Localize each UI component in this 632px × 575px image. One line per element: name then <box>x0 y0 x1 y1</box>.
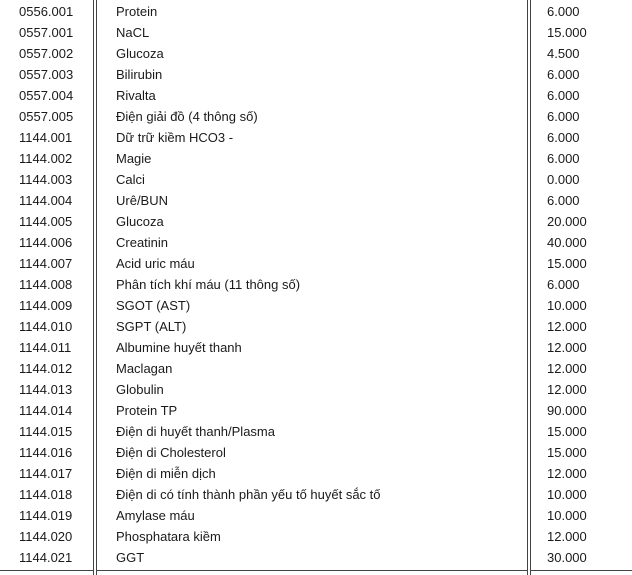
service-price: 6.000 <box>547 109 580 124</box>
table-row <box>0 211 632 232</box>
service-name: Globulin <box>116 382 164 397</box>
table-row <box>0 295 632 316</box>
service-name: Urê/BUN <box>116 193 169 208</box>
service-name: Amylase máu <box>116 508 195 523</box>
service-code: 1144.010 <box>19 319 73 334</box>
service-price: 30.000 <box>547 550 587 565</box>
table-row <box>0 442 632 463</box>
service-name: Acid uric máu <box>116 256 195 271</box>
service-code: 1144.009 <box>19 298 73 313</box>
service-name: NaCL <box>116 25 150 40</box>
table-row <box>0 463 632 484</box>
service-name: Điện di huyết thanh/Plasma <box>116 424 275 439</box>
service-price: 0.000 <box>547 172 580 187</box>
table-row <box>0 22 632 43</box>
table-row <box>0 1 632 22</box>
service-name: Creatinin <box>116 235 169 250</box>
service-price: 6.000 <box>547 193 580 208</box>
service-price: 10.000 <box>547 508 587 523</box>
service-price: 4.500 <box>547 46 580 61</box>
service-code: 1144.012 <box>19 361 73 376</box>
service-code: 1144.014 <box>19 403 73 418</box>
service-code: 1144.004 <box>19 193 73 208</box>
table-row <box>0 421 632 442</box>
service-name: SGPT (ALT) <box>116 319 187 334</box>
table-row <box>0 190 632 211</box>
service-price: 6.000 <box>547 151 580 166</box>
service-price: 6.000 <box>547 67 580 82</box>
table-row <box>0 379 632 400</box>
service-code: 1144.016 <box>19 445 73 460</box>
service-code: 0557.005 <box>19 109 74 124</box>
bottom-border <box>96 570 528 571</box>
service-price: 12.000 <box>547 361 587 376</box>
service-code: 1144.015 <box>19 424 73 439</box>
service-name: Phân tích khí máu (11 thông số) <box>116 277 301 292</box>
service-name: Điện di Cholesterol <box>116 445 226 460</box>
service-name: Albumine huyết thanh <box>116 340 242 355</box>
table-row <box>0 547 632 568</box>
table-row <box>0 316 632 337</box>
table-row <box>0 169 632 190</box>
table-row <box>0 43 632 64</box>
service-name: Calci <box>116 172 145 187</box>
service-code: 1144.019 <box>19 508 73 523</box>
service-code: 1144.006 <box>19 235 73 250</box>
table-row <box>0 106 632 127</box>
service-code: 0557.002 <box>19 46 74 61</box>
table-row <box>0 526 632 547</box>
service-code: 1144.018 <box>19 487 73 502</box>
service-code: 1144.008 <box>19 277 73 292</box>
service-code: 1144.011 <box>19 340 72 355</box>
service-name: SGOT (AST) <box>116 298 191 313</box>
service-code: 1144.021 <box>19 550 73 565</box>
service-code: 1144.003 <box>19 172 73 187</box>
table-row <box>0 505 632 526</box>
service-price: 20.000 <box>547 214 587 229</box>
service-code: 1144.013 <box>19 382 73 397</box>
service-name: Rivalta <box>116 88 156 103</box>
service-price: 6.000 <box>547 277 580 292</box>
service-name: Điện giải đồ (4 thông số) <box>116 109 258 124</box>
service-code: 1144.020 <box>19 529 73 544</box>
table-row <box>0 274 632 295</box>
service-code: 0557.003 <box>19 67 74 82</box>
service-name: Protein TP <box>116 403 178 418</box>
service-price: 90.000 <box>547 403 587 418</box>
service-price: 6.000 <box>547 4 580 19</box>
table-row <box>0 337 632 358</box>
service-price: 6.000 <box>547 88 580 103</box>
table-row <box>0 253 632 274</box>
service-price: 6.000 <box>547 130 580 145</box>
service-price: 12.000 <box>547 529 587 544</box>
service-price: 15.000 <box>547 25 587 40</box>
service-price: 12.000 <box>547 466 587 481</box>
service-price: 12.000 <box>547 319 587 334</box>
service-price: 15.000 <box>547 445 587 460</box>
service-name: Maclagan <box>116 361 173 376</box>
service-price: 15.000 <box>547 424 587 439</box>
service-name: Glucoza <box>116 46 164 61</box>
service-name: Bilirubin <box>116 67 163 82</box>
service-name: Glucoza <box>116 214 164 229</box>
service-price: 12.000 <box>547 340 587 355</box>
bottom-border <box>0 570 94 571</box>
service-code: 1144.001 <box>19 130 73 145</box>
table-row <box>0 148 632 169</box>
table-body <box>0 1 632 568</box>
service-name: GGT <box>116 550 145 565</box>
service-code: 0557.001 <box>19 25 74 40</box>
table-row <box>0 232 632 253</box>
service-name: Protein <box>116 4 158 19</box>
service-price: 12.000 <box>547 382 587 397</box>
service-code: 1144.017 <box>19 466 73 481</box>
table-row <box>0 358 632 379</box>
table-row <box>0 127 632 148</box>
service-code: 0557.004 <box>19 88 74 103</box>
service-code: 0556.001 <box>19 4 74 19</box>
table-row <box>0 64 632 85</box>
table-row <box>0 85 632 106</box>
service-name: Dữ trữ kiềm HCO3 - <box>116 130 234 145</box>
service-price: 10.000 <box>547 487 587 502</box>
service-price: 15.000 <box>547 256 587 271</box>
service-name: Điện di có tính thành phần yếu tố huyết sắc tố <box>116 487 381 502</box>
service-code: 1144.002 <box>19 151 73 166</box>
service-name: Magie <box>116 151 152 166</box>
service-code: 1144.007 <box>19 256 73 271</box>
service-price: 40.000 <box>547 235 587 250</box>
service-price: 10.000 <box>547 298 587 313</box>
table-row <box>0 400 632 421</box>
service-name: Điện di miễn dịch <box>116 466 216 481</box>
table-row <box>0 484 632 505</box>
service-code: 1144.005 <box>19 214 73 229</box>
bottom-border <box>530 570 632 571</box>
service-name: Phosphatara kiềm <box>116 529 221 544</box>
